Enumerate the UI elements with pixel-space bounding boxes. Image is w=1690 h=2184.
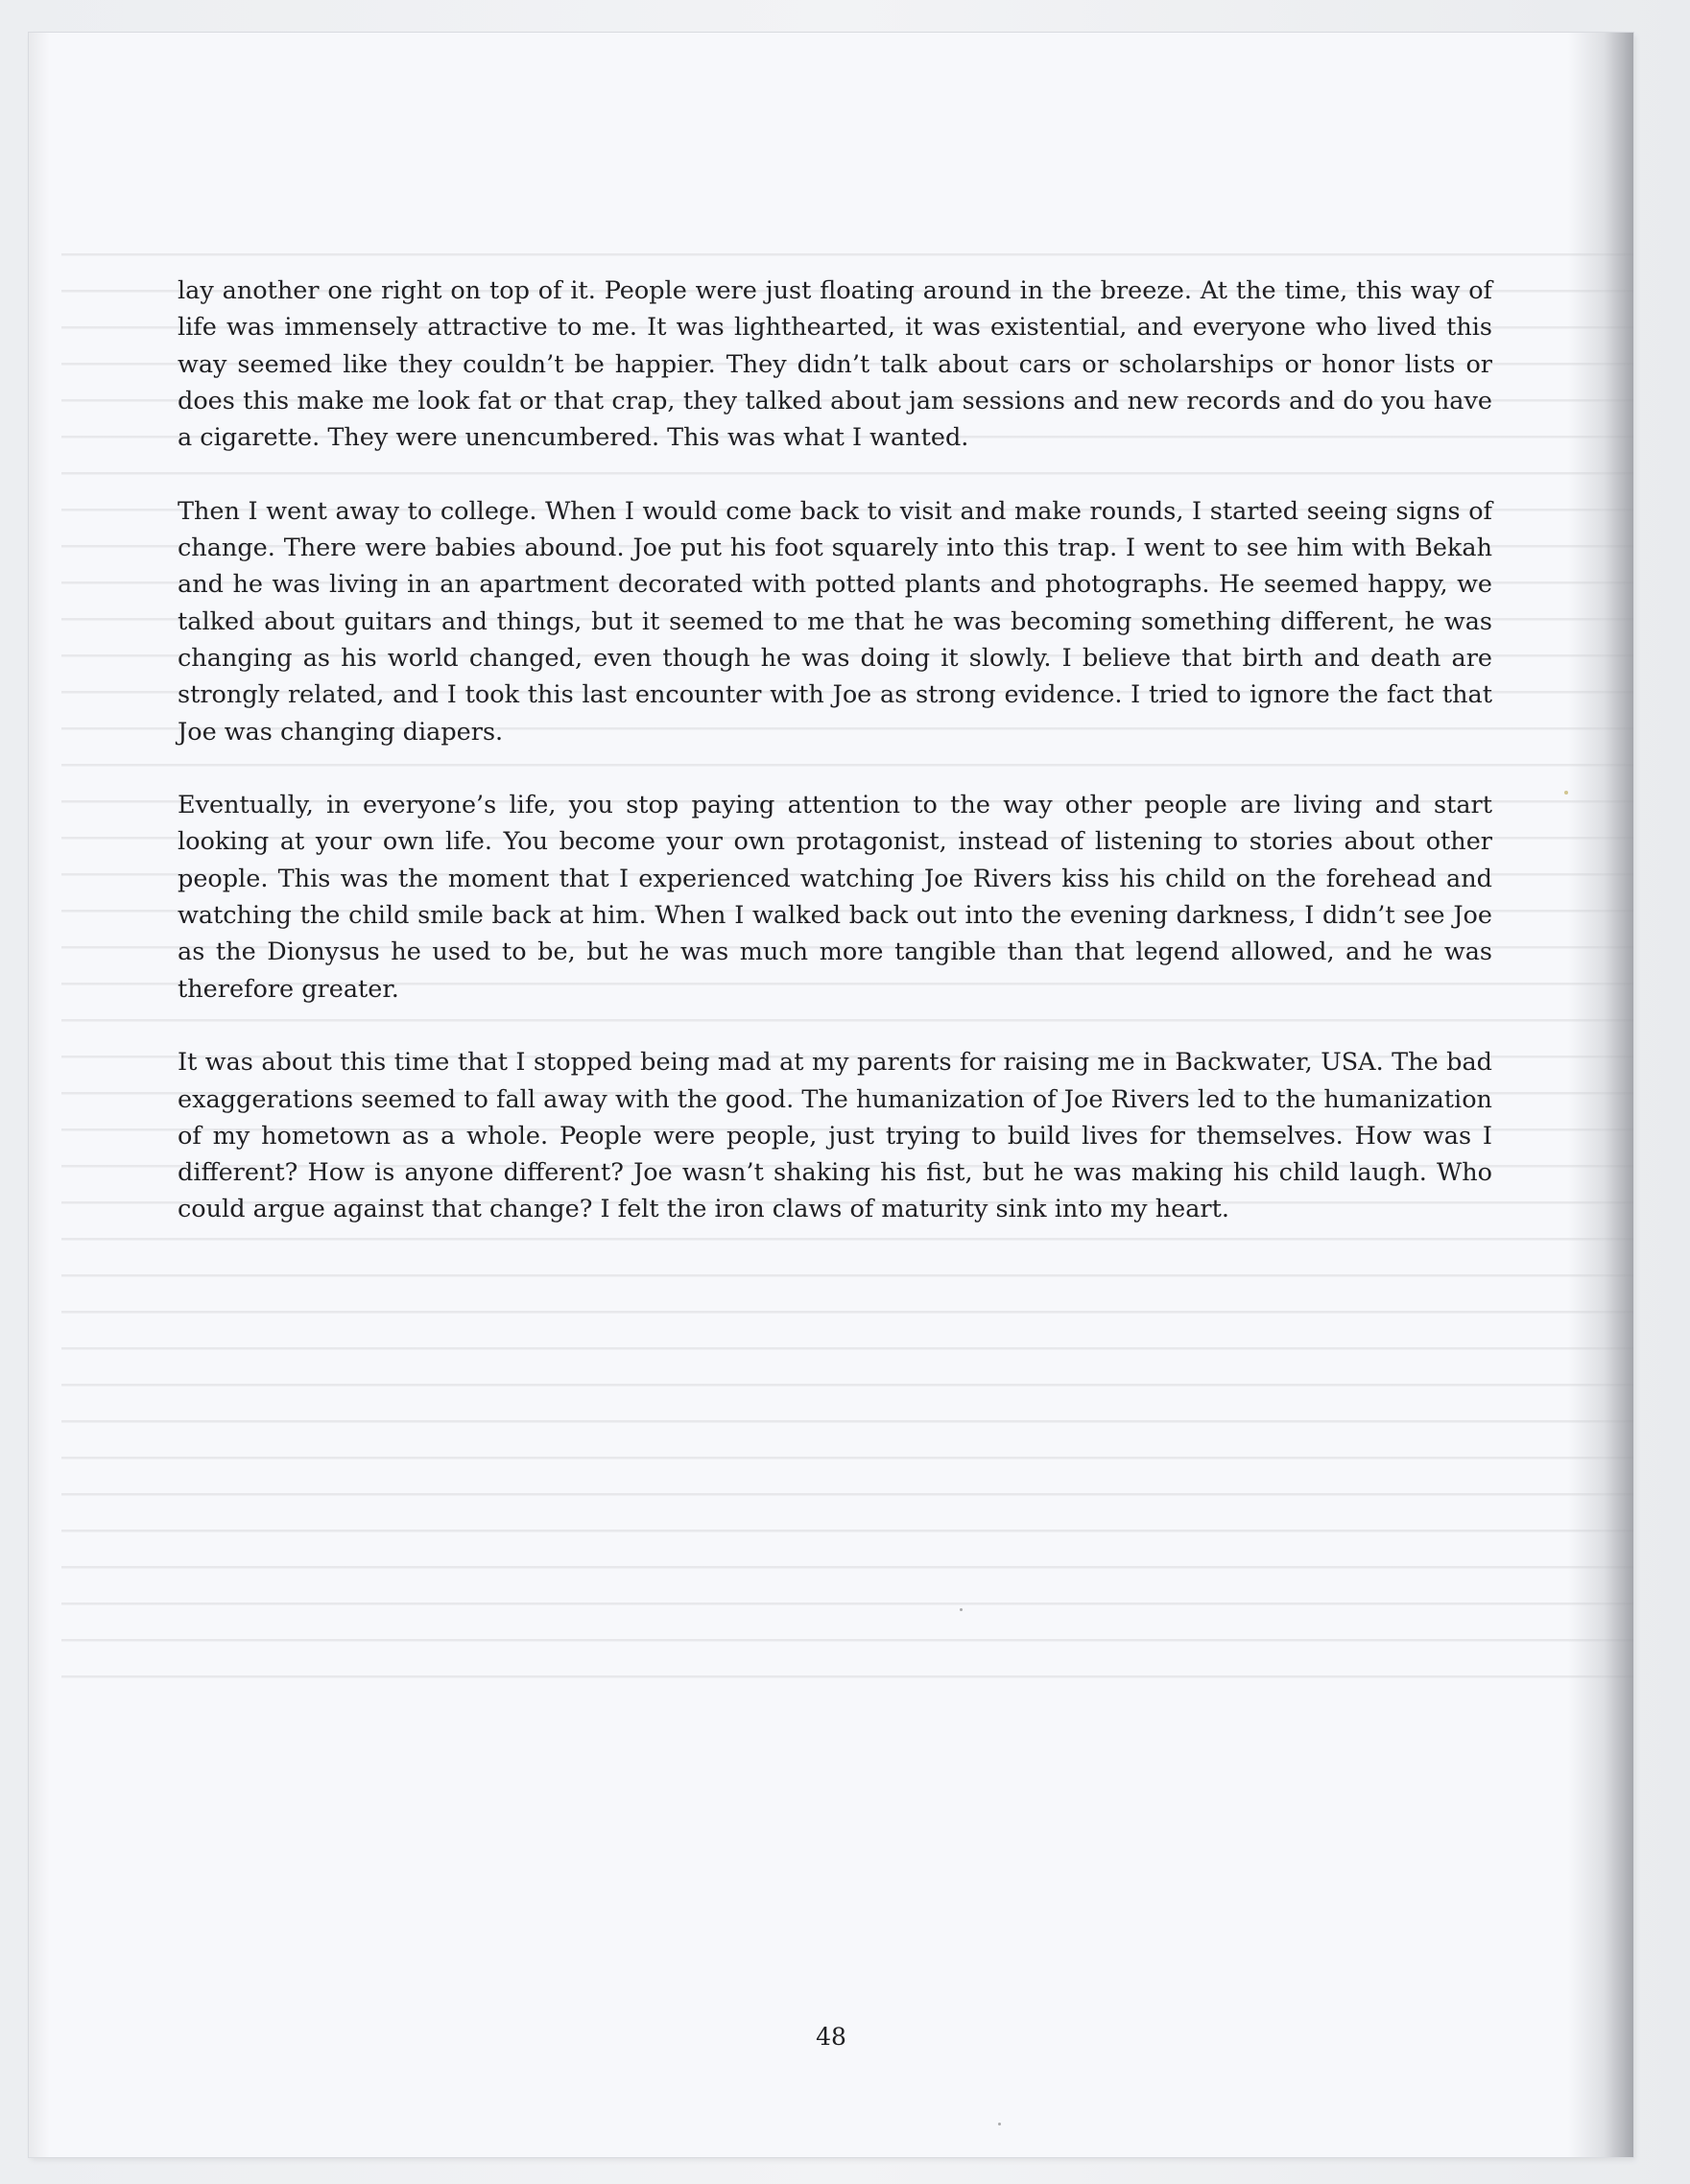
body-text <box>178 273 1492 1265</box>
paragraph-3: Eventually, in everyone’s life, you stop paying attention to the way other people are living and start looking at your own life. You become your own protagonist, instead of listening to stories about other people. This was the moment that I experienced watching Joe Rivers kiss his child on the forehead and watching the child smile back at him. When I walked back out into the evening darkness, I didn’t see Joe as the Dionysus he used to be, but he was much more tangible than that legend allowed, and he was therefore greater. <box>178 791 1492 1004</box>
paragraph-1: lay another one right on top of it. People were just floating around in the breeze. At the time, this way of life was immensely attractive to me. It was lighthearted, it was existential, and everyone who lived this way seemed like they couldn’t be happier. They didn’t talk about cars or scholarships or honor lists or does this make me look fat or that crap, they talked about jam sessions and new records and do you have a cigarette. They were unencumbered. This was what I wanted. <box>178 276 1492 453</box>
dust-speck <box>998 2123 1001 2125</box>
paragraph-4: It was about this time that I stopped being mad at my parents for raising me in Backwater, USA. The bad exaggerations seemed to fall away with the good. The humanization of Joe Rivers led to the humanization of my hometown as a whole. People were people, just trying to build lives for themselves. How was I different? How is anyone different? Joe wasn’t shaking his fist, but he was making his child laugh. Who could argue against that change? I felt the iron claws of maturity sink into my heart. <box>178 1048 1492 1224</box>
book-page <box>29 33 1633 2157</box>
page-number: 48 <box>816 2023 846 2051</box>
page-binding-shadow <box>1568 33 1633 2157</box>
dust-speck <box>1564 791 1568 795</box>
dust-speck <box>960 1608 963 1611</box>
paragraph-2: Then I went away to college. When I would come back to visit and make rounds, I started seeing signs of change. There were babies abound. Joe put his foot squarely into this trap. I went to see him with Bekah and he was living in an apartment decorated with potted plants and photographs. He seemed happy, we talked about guitars and things, but it seemed to me that he was becoming something different, he was changing as his world changed, even though he was doing it slowly. I believe that birth and death are strongly related, and I took this last encounter with Joe as strong evidence. I tried to ignore the fact that Joe was changing diapers. <box>178 496 1492 747</box>
